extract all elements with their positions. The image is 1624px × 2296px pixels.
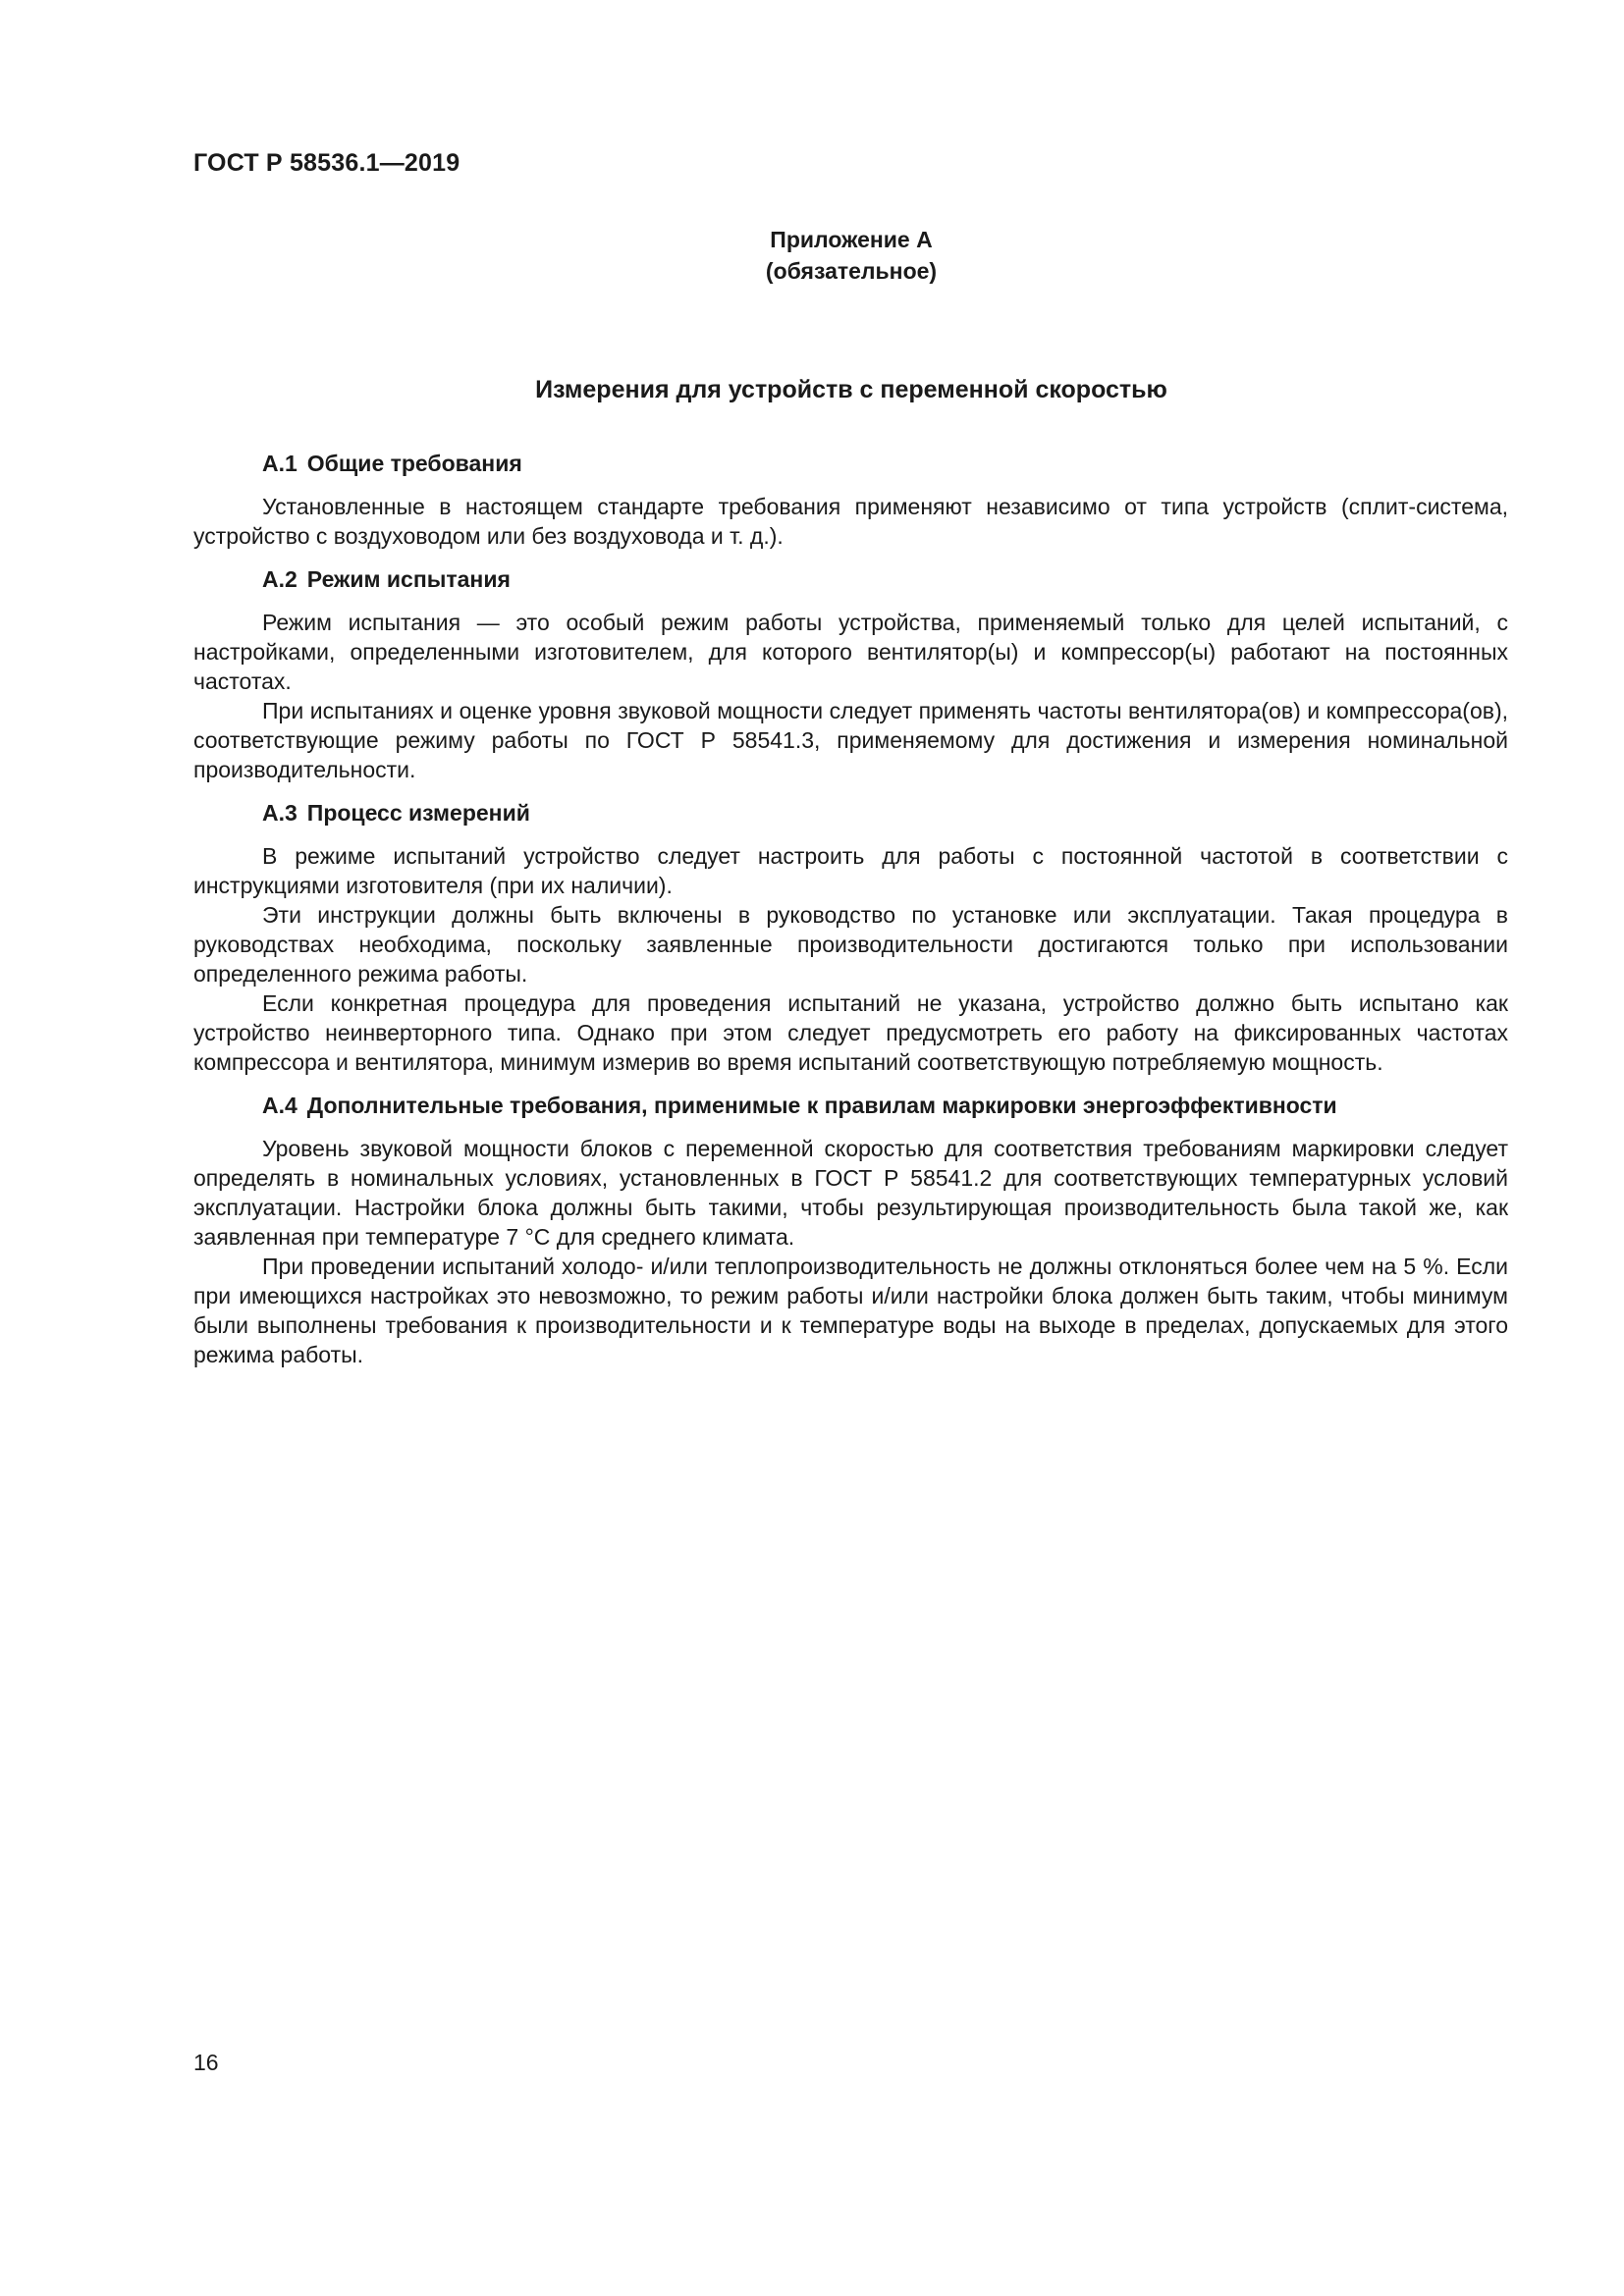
- section-title: Процесс измерений: [306, 800, 530, 826]
- paragraph: Эти инструкции должны быть включены в руководство по установке или эксплуатации. Такая процедура в руководствах необходима, поскольку заявленные производительности достигаются только при использовании определенного режима работы.: [193, 902, 1508, 987]
- section-a3: [193, 798, 1508, 1077]
- paragraph: Установленные в настоящем стандарте требования применяют независимо от типа устройств (сплит-система, устройство с воздуховодом или без воздуховода и т. д.).: [193, 494, 1508, 549]
- paragraph: При испытаниях и оценке уровня звуковой мощности следует применять частоты вентилятора(ов) и компрессора(ов), соответствующие режиму работы по ГОСТ Р 58541.3, применяемому для достижения и измерения номинальной производительности.: [193, 698, 1508, 782]
- annex-name: Приложение А: [770, 227, 933, 252]
- section-heading: [193, 798, 1508, 828]
- section-number: А.1: [262, 451, 298, 476]
- section-title: Общие требования: [306, 451, 522, 476]
- section-a2: [193, 564, 1508, 784]
- section-heading: [193, 1091, 1508, 1120]
- paragraph: При проведении испытаний холодо- и/или теплопроизводительность не должны отклоняться более чем на 5 %. Если при имеющихся настройках это невозможно, то режим работы и/или настройки блока должен быть таким, чтобы минимум были выполнены требования к производительности и к температуре воды на выходе в пределах, допускаемых для этого режима работы.: [193, 1254, 1508, 1367]
- paragraph: Уровень звуковой мощности блоков с переменной скоростью для соответствия требованиям маркировки следует определять в номинальных условиях, установленных в ГОСТ Р 58541.2 для соответствующих температурных условий эксплуатации. Настройки блока должны быть такими, чтобы результирующая производительность была такой же, как заявленная при температуре 7 °С для среднего климата.: [193, 1136, 1508, 1250]
- section-a4: [193, 1091, 1508, 1369]
- document-body: [193, 449, 1508, 1369]
- section-number: А.4: [262, 1093, 298, 1118]
- paragraph: В режиме испытаний устройство следует настроить для работы с постоянной частотой в соответствии с инструкциями изготовителя (при их наличии).: [193, 843, 1508, 898]
- annex-status: (обязательное): [765, 258, 938, 284]
- section-heading: [193, 449, 1508, 478]
- annex-title: Измерения для устройств с переменной скоростью: [535, 376, 1167, 403]
- section-title: Дополнительные требования, применимые к правилам маркировки энергоэффективности: [306, 1093, 1337, 1118]
- page-number: 16: [193, 2050, 219, 2075]
- paragraph: Режим испытания — это особый режим работы устройства, применяемый только для целей испытаний, с настройками, определенными изготовителем, для которого вентилятор(ы) и компрессор(ы) работают на постоянных частотах.: [193, 610, 1508, 694]
- section-title: Режим испытания: [306, 566, 511, 592]
- section-heading: [193, 564, 1508, 594]
- section-a1: [193, 449, 1508, 551]
- document-code: ГОСТ Р 58536.1—2019: [193, 149, 460, 177]
- section-number: А.3: [262, 800, 298, 826]
- paragraph: Если конкретная процедура для проведения испытаний не указана, устройство должно быть испытано как устройство неинверторного типа. Однако при этом следует предусмотреть его работу на фиксированных частотах компрессора и вентилятора, минимум измерив во время испытаний соответствующую потребляемую мощность.: [193, 990, 1508, 1075]
- section-number: А.2: [262, 566, 298, 592]
